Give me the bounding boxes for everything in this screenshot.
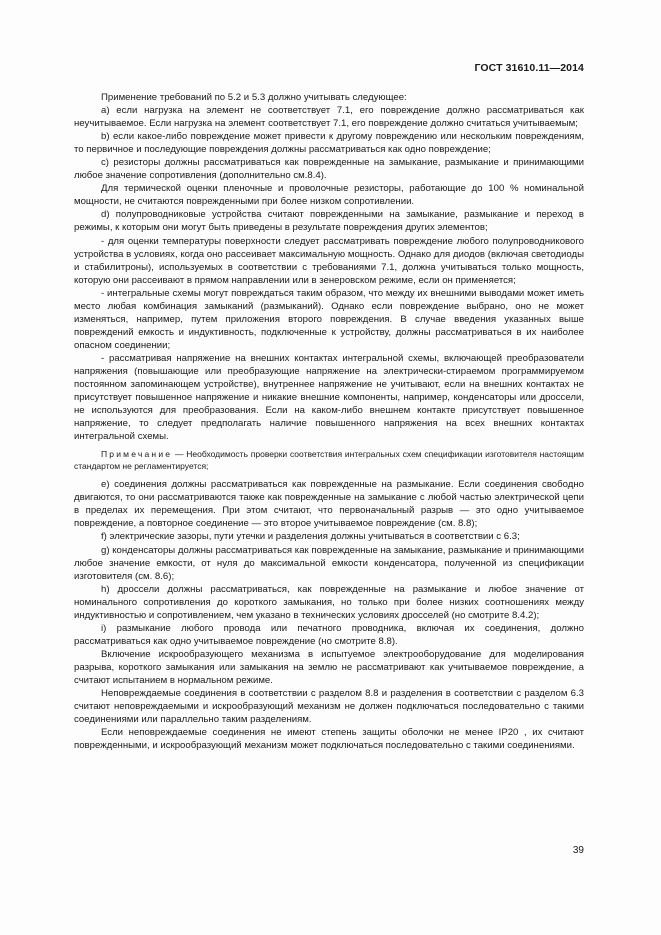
paragraph-item-i: i) размыкание любого провода или печатного проводника, включая их соединения, должно рассматриваться как одно учитываемое повреждение (но смотрите 8.8). bbox=[74, 622, 584, 647]
note-text: — Необходимость проверки соответствия интегральных схем спецификации изготовителя настоящим стандартом не регламентируется; bbox=[74, 449, 584, 472]
paragraph-item-e: е) соединения должны рассматриваться как поврежденные на размыкание. Если соединения свободно двигаются, то они рассматриваются также как поврежденные на замыкание с любой частью электрической цепи в пределах их перемещения. При этом считают, что первоначальный разрыв — это одно учитываемое повреждение, а повторное соединение — это второе учитываемое повреждение (см. 8.8); bbox=[74, 479, 584, 530]
paragraph-ip20: Если неповреждаемые соединения не имеют степень защиты оболочки не менее IP20 , их считают поврежденными, и искрообразующий механизм может подключаться последовательно с такими соединениями. bbox=[74, 727, 584, 752]
paragraph-item-h: h) дроссели должны рассматриваться, как поврежденные на размыкание и любое значение от номинального сопротивления до короткого замыкания, но только при более низких соотношениях между индуктивностью и сопротивлением, чем указано в технических условиях дросселей (но смотрите 8.4.2); bbox=[74, 583, 584, 621]
paragraph-item-a: а) если нагрузка на элемент не соответствует 7.1, его повреждение должно рассматриваться как неучитываемое. Если нагрузка на элемент соответствует 7.1, его повреждение должно считаться учитываемым; bbox=[74, 105, 584, 130]
paragraph-dash-surface-temp: - для оценки температуры поверхности следует рассматривать повреждение любого полупроводникового устройства в условиях, когда оно рассеивает максимальную мощность. Однако для диодов (включая светодиоды и стабилитроны), используемых в соответствии с требованиями 7.1, должна учитываться только мощность, которую они рассеивают в прямом направлении или в зенеровском режиме, если он применяется; bbox=[74, 235, 584, 286]
paragraph-dash-voltage: - рассматривая напряжение на внешних контактах интегральной схемы, включающей преобразователи напряжения (повышающие или преобразующие напряжение на электрически-стираемом программируемом постоянном запоминающем устройстве), внутреннее напряжение не учитывают, если на внешних контактах не присутствует повышенное напряжение и никакие внешние компоненты, например, конденсаторы или дроссели, не используются для преобразования. Если на каком-либо внешнем контакте присутствует повышенное напряжение, то следует предполагать наличие повышенного напряжения на всех внешних контактах интегральной схемы. bbox=[74, 352, 584, 443]
note-label: Примечание bbox=[101, 449, 173, 460]
paragraph-dash-integrated-circuits: - интегральные схемы могут повреждаться таким образом, что между их внешними выводами может иметь место любая комбинация замыканий (размыканий). Однако если повреждение выбрано, оно не может изменяться, например, путем приложения второго повреждения. В случае введения указанных выше повреждений емкость и индуктивность, подключенные к устройству, должны рассматриваться в их наиболее опасном соединении; bbox=[74, 287, 584, 351]
paragraph-resistors-thermal: Для термической оценки пленочные и проволочные резисторы, работающие до 100 % номинальной мощности, не считаются поврежденными при более низком сопротивлении. bbox=[74, 183, 584, 208]
paragraph-infallible-connections: Неповреждаемые соединения в соответствии с разделом 8.8 и разделения в соответствии с разделом 6.3 считают неповреждаемыми и искрообразующий механизм не должен подключаться последовательно с такими соединениями или параллельно таким разделениям. bbox=[74, 688, 584, 726]
paragraph-item-b: b) если какое-либо повреждение может привести к другому повреждению или нескольким повреждениям, то первичное и последующие повреждения должны рассматриваться как одно повреждение; bbox=[74, 131, 584, 156]
note bbox=[74, 448, 584, 472]
paragraph-intro: Применение требований по 5.2 и 5.3 должно учитывать следующее: bbox=[101, 92, 407, 103]
paragraph-item-f: f) электрические зазоры, пути утечки и разделения должны учитываться в соответствии с 6.3; bbox=[101, 531, 520, 543]
page-number: 39 bbox=[572, 845, 584, 856]
paragraph-item-d: d) полупроводниковые устройства считают поврежденными на замыкание, размыкание и переход в режимы, к которым они могут быть приведены в результате повреждения других элементов; bbox=[74, 209, 584, 234]
document-header: ГОСТ 31610.11—2014 bbox=[474, 62, 584, 74]
paragraph-spark-mechanism: Включение искрообразующего механизма в испытуемое электрооборудование для моделирования разрыва, короткого замыкания или замыкания на землю не рассматривают как учитываемое повреждение, а считают испытанием в нормальном режиме. bbox=[74, 648, 584, 686]
paragraph-item-g: g) конденсаторы должны рассматриваться как поврежденные на замыкание, размыкание и принимающими любое значение емкости, от нуля до максимальной емкости конденсатора, полученной из спецификации изготовителя (см. 8.6); bbox=[74, 544, 584, 582]
paragraph-item-c: с) резисторы должны рассматриваться как поврежденные на замыкание, размыкание и принимающими любое значение сопротивления (дополнительно см.8.4). bbox=[74, 157, 584, 182]
document-body bbox=[74, 91, 584, 752]
